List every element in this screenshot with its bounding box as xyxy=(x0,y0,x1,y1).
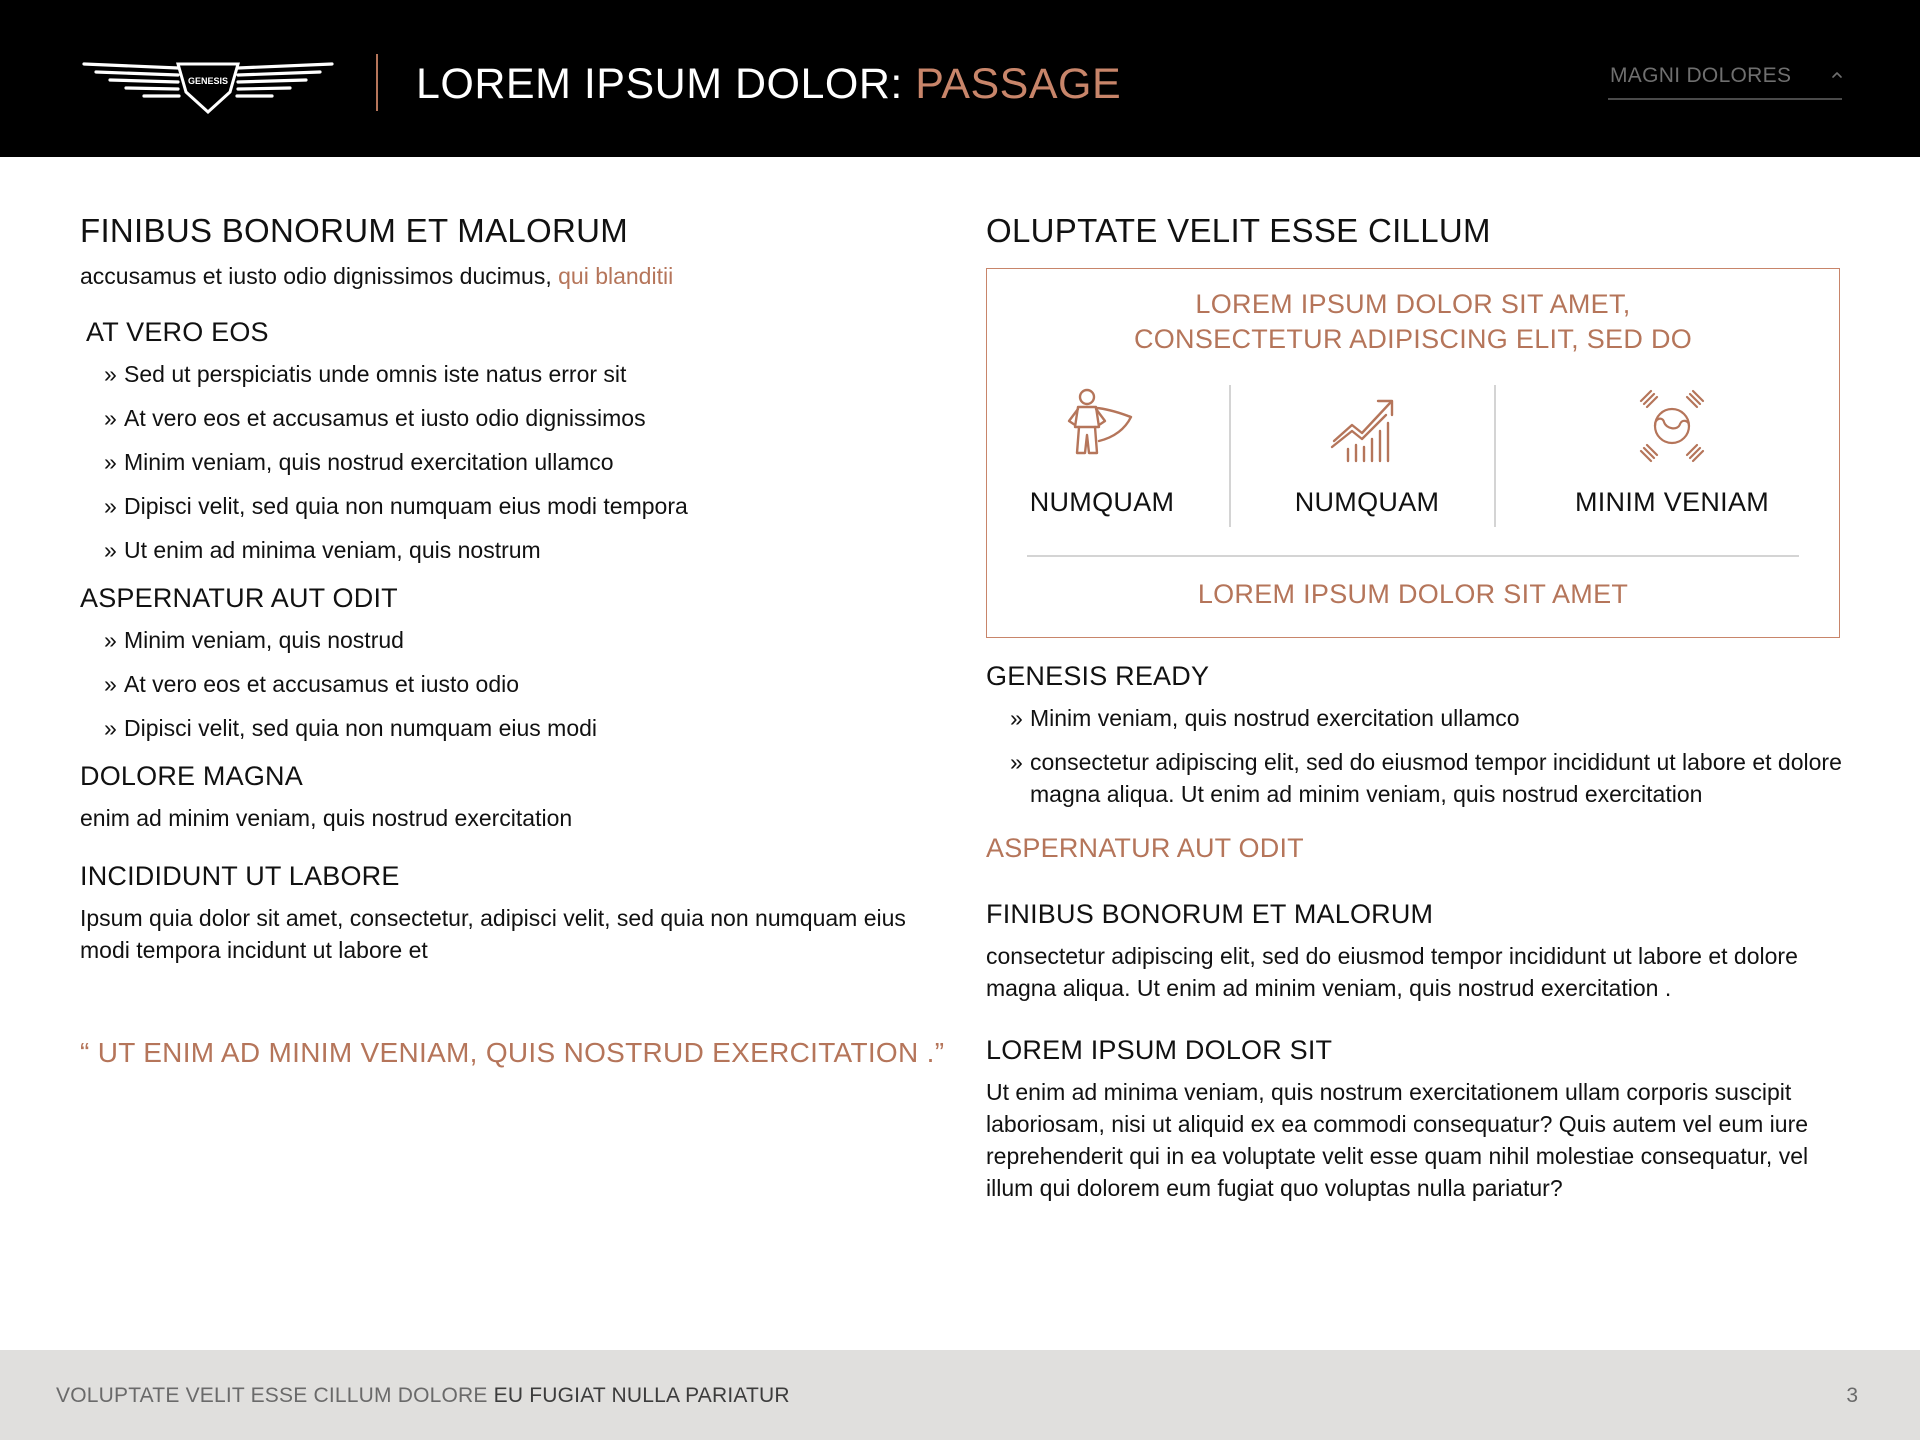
section-heading: GENESIS READY xyxy=(986,661,1210,691)
feature-item xyxy=(1527,387,1817,520)
title-main: LOREM IPSUM DOLOR: xyxy=(416,60,916,108)
list-item: » Ut enim ad minima veniam, quis nostrum xyxy=(104,534,940,566)
section-dropdown[interactable] xyxy=(1608,60,1842,100)
growth-chart-icon xyxy=(1328,387,1406,465)
list-item: » Dipisci velit, sed quia non numquam eius modi tempora xyxy=(104,490,940,522)
taegeuk-icon xyxy=(1633,387,1711,465)
section-heading: DOLORE MAGNA xyxy=(80,761,303,791)
header-divider xyxy=(376,54,378,111)
footer-bar xyxy=(0,1350,1920,1440)
page-number: 3 xyxy=(1846,1384,1858,1407)
header-bar xyxy=(0,0,1920,157)
feature-box-footer: LOREM IPSUM DOLOR SIT AMET xyxy=(1197,579,1629,609)
feature-divider xyxy=(1229,385,1231,527)
left-title: FINIBUS BONORUM ET MALORUM xyxy=(80,212,629,249)
page-title xyxy=(416,56,1121,112)
footer-caption xyxy=(56,1382,790,1410)
bullet-list xyxy=(80,358,940,566)
feature-label: NUMQUAM xyxy=(1029,487,1175,517)
list-item: » Minim veniam, quis nostrud exercitation ullamco xyxy=(1010,702,1840,734)
left-intro xyxy=(80,260,940,292)
dropdown-label: MAGNI DOLORES xyxy=(1610,64,1792,87)
section-text: enim ad minim veniam, quis nostrud exercitation xyxy=(80,805,573,831)
title-accent: PASSAGE xyxy=(915,60,1122,108)
feature-label: MINIM VENIAM xyxy=(1574,487,1770,517)
footer-text-light: VOLUPTATE VELIT ESSE CILLUM DOLORE xyxy=(56,1384,494,1407)
left-column xyxy=(80,208,945,1072)
chevron-up-icon[interactable] xyxy=(1830,68,1844,82)
feature-item xyxy=(1017,387,1187,520)
feature-title-line: CONSECTETUR ADIPISCING ELIT, SED DO xyxy=(1133,324,1693,354)
genesis-logo[interactable] xyxy=(80,58,336,114)
feature-box-separator xyxy=(1027,555,1799,557)
list-item: » At vero eos et accusamus et iusto odio xyxy=(104,668,940,700)
list-item: » Sed ut perspiciatis unde omnis iste natus error sit xyxy=(104,358,940,390)
section-heading: FINIBUS BONORUM ET MALORUM xyxy=(986,899,1434,929)
intro-link[interactable]: qui blanditii xyxy=(558,263,674,289)
feature-title-line: LOREM IPSUM DOLOR SIT AMET, xyxy=(1195,289,1631,319)
section-heading: ASPERNATUR AUT ODIT xyxy=(80,583,398,613)
list-item: » consectetur adipiscing elit, sed do eiusmod tempor incididunt ut labore et dolore magna aliqua. Ut enim ad minim veniam, quis nostrud exercitation xyxy=(1010,746,1860,810)
footer-text-strong: EU FUGIAT NULLA PARIATUR xyxy=(493,1384,790,1407)
list-item: » Dipisci velit, sed quia non numquam eius modi xyxy=(104,712,940,744)
section-heading: INCIDIDUNT UT LABORE xyxy=(80,861,400,891)
section-text: consectetur adipiscing elit, sed do eiusmod tempor incididunt ut labore et dolore magna aliqua. Ut enim ad minim veniam, quis nostrud exercitation . xyxy=(986,943,1798,1001)
intro-text: accusamus et iusto odio dignissimos ducimus, xyxy=(80,263,559,289)
bullet-list xyxy=(80,624,940,744)
right-title: OLUPTATE VELIT ESSE CILLUM xyxy=(986,212,1491,249)
pull-quote: “ UT ENIM AD MINIM VENIAM, QUIS NOSTRUD EXERCITATION .” xyxy=(80,1037,945,1068)
section-heading: AT VERO EOS xyxy=(86,317,269,347)
feature-divider xyxy=(1494,385,1496,527)
superhero-icon xyxy=(1063,387,1141,465)
feature-box-title xyxy=(987,287,1839,357)
accent-heading: ASPERNATUR AUT ODIT xyxy=(986,833,1304,863)
list-item: » Minim veniam, quis nostrud xyxy=(104,624,940,656)
feature-item xyxy=(1262,387,1472,520)
list-item: » Minim veniam, quis nostrud exercitation ullamco xyxy=(104,446,940,478)
feature-label: NUMQUAM xyxy=(1294,487,1440,517)
bullet-list xyxy=(986,702,1840,810)
feature-box xyxy=(986,268,1840,638)
section-text: Ut enim ad minima veniam, quis nostrum exercitationem ullam corporis suscipit laboriosam, nisi ut aliquid ex ea commodi consequatur? Quis autem vel eum iure reprehenderit qui in ea voluptate velit esse quam nihil molestiae consequatur, vel illum qui dolorem eum fugiat quo voluptas nulla pariatur? xyxy=(986,1079,1809,1201)
right-column xyxy=(986,208,1840,1204)
section-text: Ipsum quia dolor sit amet, consectetur, adipisci velit, sed quia non numquam eius modi tempora incidunt ut labore et xyxy=(80,905,906,963)
list-item: » At vero eos et accusamus et iusto odio dignissimos xyxy=(104,402,940,434)
logo-text: GENESIS xyxy=(187,76,229,86)
section-heading: LOREM IPSUM DOLOR SIT xyxy=(986,1035,1333,1065)
